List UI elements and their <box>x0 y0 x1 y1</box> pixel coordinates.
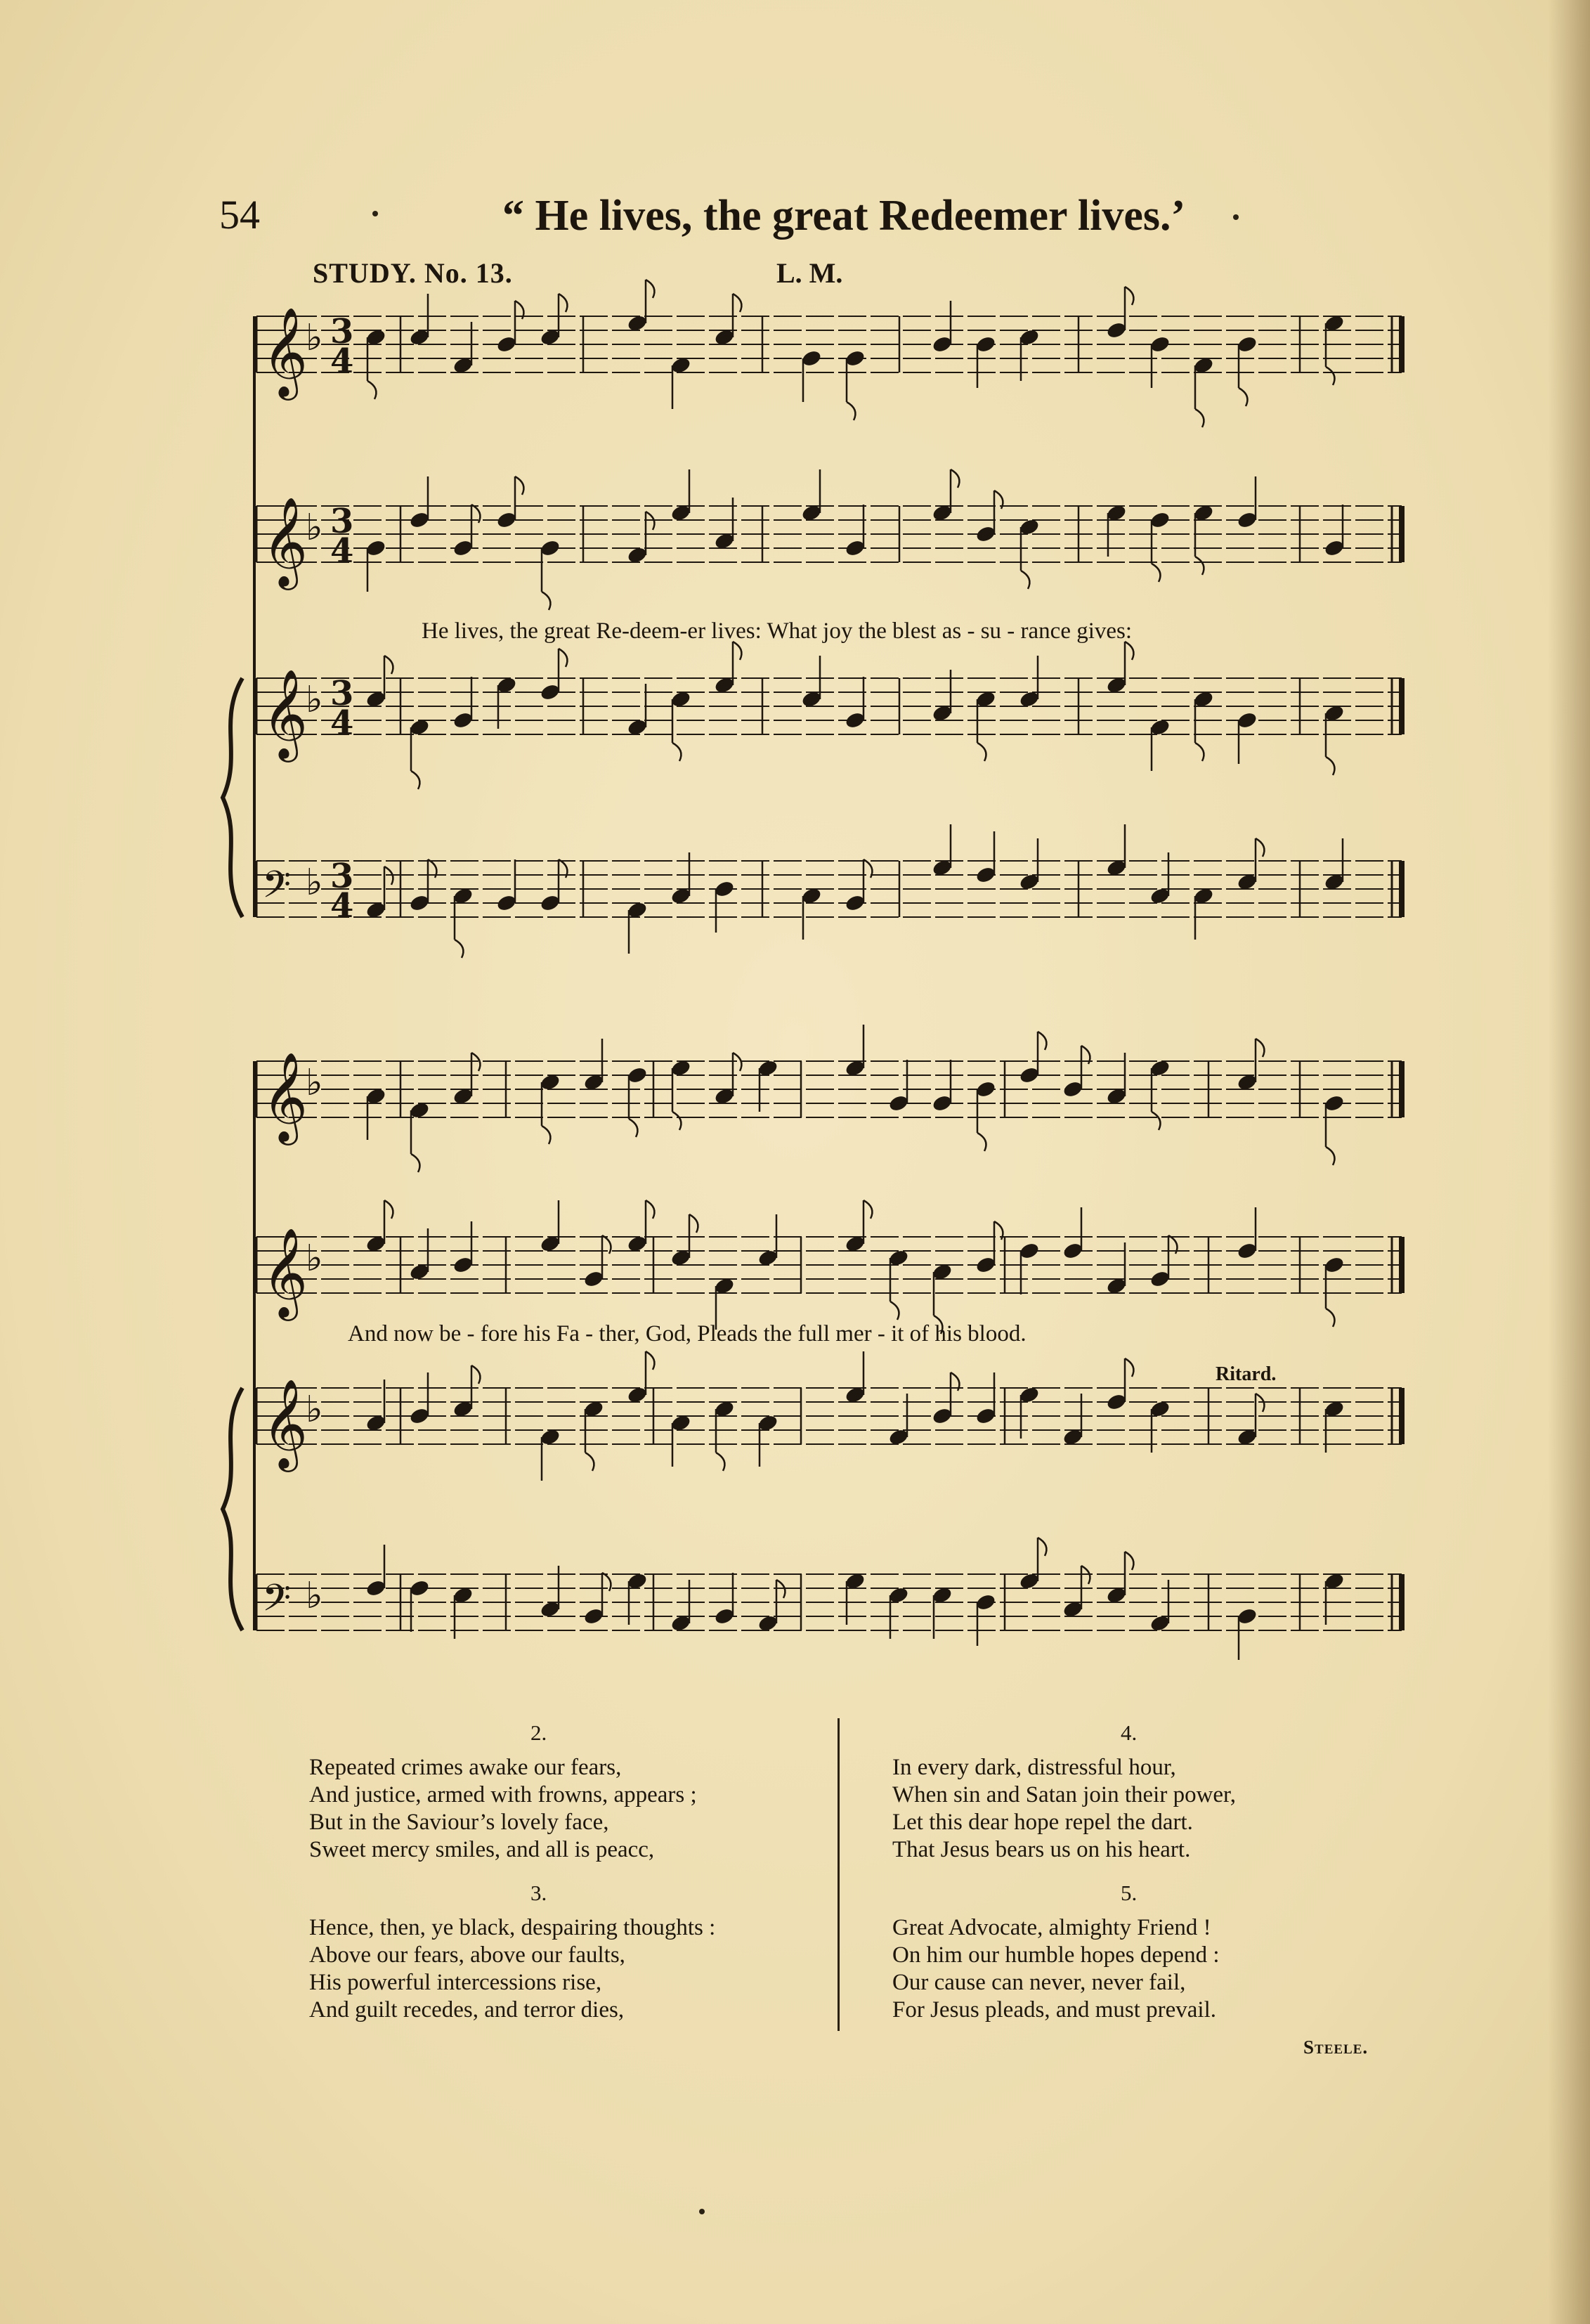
note-flag <box>1125 287 1133 305</box>
time-signature-bottom: 4 <box>330 703 354 743</box>
note-flag <box>951 469 959 488</box>
treble-clef-icon: 𝄞 <box>262 1051 308 1141</box>
note-flag <box>1152 1112 1160 1130</box>
ritard-marking: Ritard. <box>1216 1363 1277 1385</box>
note-flag <box>411 771 419 789</box>
verse-line: But in the Saviour’s lovely face, <box>309 1810 609 1835</box>
note-flag <box>585 1453 594 1471</box>
verse-column-left <box>309 1720 815 2024</box>
verse-column-right <box>892 1720 1384 2024</box>
time-signature-bottom: 4 <box>330 531 354 571</box>
note-flag <box>646 280 654 298</box>
time-signature-top: 3 <box>330 674 354 713</box>
flat-icon: ♭ <box>306 317 323 359</box>
time-signature-bottom: 4 <box>330 886 354 926</box>
treble-clef-icon: 𝄞 <box>262 1378 308 1468</box>
verse-line: On him our humble hopes depend : <box>892 1942 1220 1968</box>
flat-icon: ♭ <box>306 507 323 549</box>
note-flag <box>367 381 376 399</box>
flat-icon: ♭ <box>306 1575 323 1617</box>
bass-clef-icon: 𝄢 <box>262 1577 292 1629</box>
flat-icon: ♭ <box>306 679 323 721</box>
note-flag <box>1125 1552 1133 1570</box>
note-flag <box>384 1200 393 1219</box>
flat-icon: ♭ <box>306 1389 323 1431</box>
verse-number: 5. <box>1121 1881 1138 1905</box>
verse-line: And guilt recedes, and terror dies, <box>309 1997 625 2023</box>
note-flag <box>646 1200 654 1219</box>
verse-number: 3. <box>530 1881 547 1905</box>
verse-line: In every dark, distressful hour, <box>892 1755 1176 1780</box>
hymn-author: Steele. <box>1303 2037 1369 2058</box>
note-flag <box>1239 388 1247 406</box>
verse-line: Hence, then, ye black, despairing thoughts : <box>309 1915 716 1940</box>
verse-2 <box>309 1754 815 1864</box>
verse-line: For Jesus pleads, and must prevail. <box>892 1997 1217 2023</box>
verse-line: When sin and Satan join their power, <box>892 1782 1236 1807</box>
meter-label: L. M. <box>776 257 843 289</box>
ink-speck <box>699 2209 705 2214</box>
note-flag <box>1326 1309 1334 1327</box>
page-number: 54 <box>219 192 260 238</box>
note-flag <box>1256 1039 1264 1057</box>
note-flag <box>847 402 855 420</box>
flat-icon: ♭ <box>306 862 323 904</box>
note-flag <box>629 1119 637 1137</box>
brace <box>223 678 242 917</box>
note-flag <box>1326 1147 1334 1165</box>
note-flag <box>733 294 741 312</box>
verse-line: That Jesus bears us on his heart. <box>892 1837 1191 1862</box>
time-signature-top: 3 <box>330 857 354 896</box>
verse-number: 4. <box>1121 1720 1138 1745</box>
note-flag <box>542 592 550 610</box>
treble-clef-icon: 𝄞 <box>262 496 308 586</box>
note-flag <box>1195 409 1204 427</box>
hymn-heading: “ He lives, the great Redeemer lives.’ <box>502 192 1186 240</box>
note-flag <box>1038 1538 1046 1556</box>
note-flag <box>411 1154 419 1172</box>
time-signature-bottom: 4 <box>330 342 354 381</box>
note-flag <box>1326 757 1334 775</box>
note-flag <box>646 1351 654 1370</box>
note-flag <box>1326 367 1334 385</box>
time-signature-top: 3 <box>330 312 354 351</box>
note-flag <box>559 649 567 667</box>
verse-line: Our cause can never, never fail, <box>892 1970 1186 1995</box>
note-flag <box>977 743 986 761</box>
note-flag <box>455 940 463 958</box>
verse-line: Let this dear hope repel the dart. <box>892 1810 1193 1835</box>
note-flag <box>890 1301 899 1320</box>
lyric-line-2: And now be - fore his Fa - ther, God, Pleads the full mer - it of his blood. <box>348 1321 1027 1346</box>
flat-icon: ♭ <box>306 1062 323 1104</box>
note-flag <box>1195 743 1204 761</box>
verse-line: And justice, armed with frowns, appears ; <box>309 1782 697 1807</box>
verse-line: Great Advocate, almighty Friend ! <box>892 1915 1211 1940</box>
verse-line: Above our fears, above our faults, <box>309 1942 625 1968</box>
note-flag <box>515 476 523 495</box>
verse-line: His powerful intercessions rise, <box>309 1970 602 1995</box>
verse-4 <box>892 1754 1384 1864</box>
verse-5 <box>892 1914 1384 2024</box>
note-flag <box>542 1126 550 1144</box>
note-flag <box>977 1133 986 1151</box>
flat-icon: ♭ <box>306 1238 323 1280</box>
note-flag <box>689 1214 698 1233</box>
note-flag <box>1038 1032 1046 1050</box>
note-flag <box>1021 571 1029 589</box>
note-flag <box>471 1365 480 1384</box>
bass-clef-icon: 𝄢 <box>262 864 292 916</box>
note-flag <box>672 1112 681 1130</box>
note-flag <box>1152 564 1160 582</box>
brace <box>223 1388 242 1630</box>
note-flag <box>1125 1358 1133 1377</box>
verse-number: 2. <box>530 1720 547 1745</box>
note-flag <box>1195 557 1204 575</box>
note-flag <box>559 294 567 312</box>
note-flag <box>716 1453 724 1471</box>
verse-3 <box>309 1914 815 2024</box>
treble-clef-icon: 𝄞 <box>262 306 308 396</box>
treble-clef-icon: 𝄞 <box>262 668 308 758</box>
lyric-line-1: He lives, the great Re-deem-er lives: What joy the blest as - su - rance gives: <box>422 618 1133 644</box>
verse-line: Sweet mercy smiles, and all is peacc, <box>309 1837 655 1862</box>
study-label: STUDY. No. 13. <box>313 257 513 289</box>
treble-clef-icon: 𝄞 <box>262 1227 308 1317</box>
note-flag <box>1256 838 1264 857</box>
note-flag <box>864 1200 872 1219</box>
note-flag <box>672 743 681 761</box>
note-flag <box>384 656 393 674</box>
verse-line: Repeated crimes awake our fears, <box>309 1755 622 1780</box>
column-divider <box>838 1718 840 2031</box>
time-signature-top: 3 <box>330 502 354 541</box>
